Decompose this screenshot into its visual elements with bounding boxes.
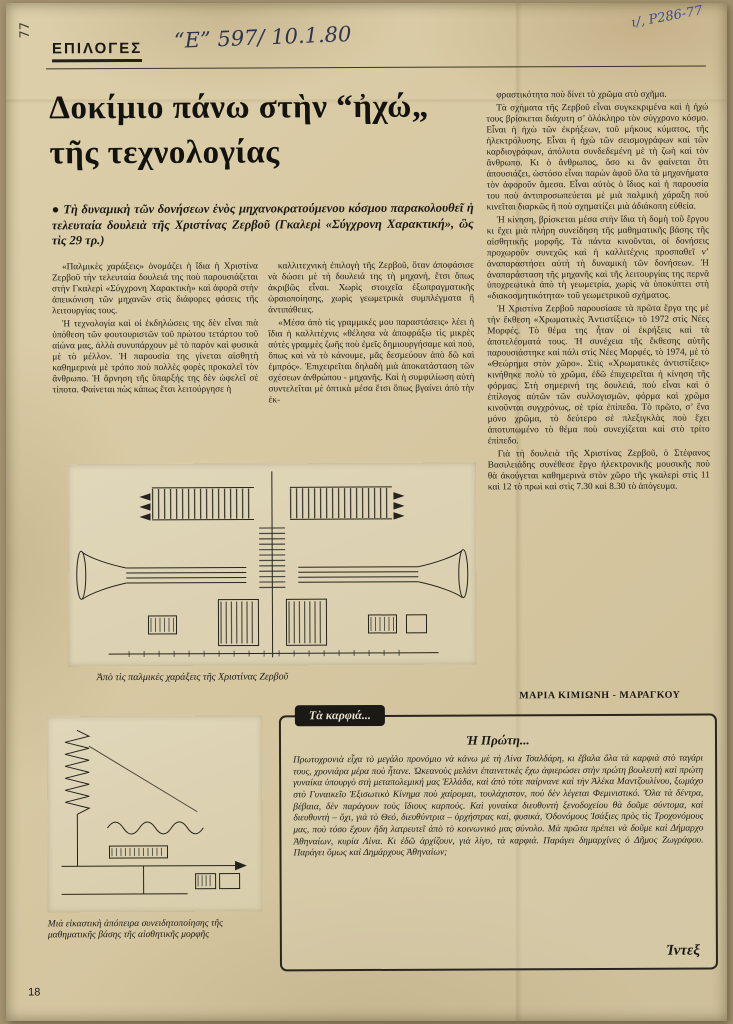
paragraph: Τὰ σχήματα τῆς Ζερβοῦ εἶναι συγκεκριμένα καὶ ἡ ἠχώ τους βρίσκεται διάχυτη σ’ ὁλόκληρο τὸν σύγχρονο κόσμο. Εἶναι ἡ ἠχὼ τῶν ἐκρήξεων, τοῦ μήκους κύματος, τῆς ἠλεκτρόλυσης. Εἶναι ἡ ἠχὼ τῶν σεισμογράφων καὶ τῶν καρδιογράφων, ἀπόλυτα συνδεδεμένη μὲ τὴ ζωὴ καὶ τὸν ἄνθρωπο. Κι ὁ ἄνθρωπος, ὅσο κι ἂν φαίνεται ὅτι ἀπουσιάζει, ὡστόσο εἶναι παρὼν ἀφοῦ ὅλα τὰ μηχανήματα τὸν ἀφοροῦν ἄμεσα. Εἶναι αὐτὸς ὁ ἴδιος καὶ ἡ παρουσία του ποὺ ἀντιπροσωπεύεται μὲ μιὰ παλμικὴ χάραξη ποὺ κινεῖται διαρκῶς ἢ ποὺ σχηματίζει μιὰ ἀδιάκοπη εὐθεία. [486, 102, 709, 213]
page-number: 18 [28, 986, 41, 999]
paragraph: Ἡ κίνηση, βρίσκεται μέσα στὴν ἴδια τὴ δομὴ τοῦ ἔργου κι ἔχει μιὰ πλήρη συνείδηση τῆς μαθηματικῆς βάσης τῆς αἰσθητικῆς μορφῆς. Τὰ πάντα κινοῦνται, οἱ δονήσεις προχωροῦν συνεχῶς καὶ ἡ καλλιτέχνις προσπαθεῖ ν’ ἀναπαραστήσει αὐτὴ τὴ δυναμικὴ τῶν δονήσεων. Ἡ ἀναπαράσταση τῆς μηχανῆς καὶ τῆς λειτουργίας της περνᾶ ὑποχρεωτικὰ ἀπὸ τὴ γεωμετρία, χωρὶς νὰ ὑποκύπτει στὴ «διακοσμητικότητα» τοῦ γεωμετρικοῦ σχήματος. [486, 214, 710, 302]
article-byline: ΜΑΡΙΑ ΚΙΜΙΩΝΗ - ΜΑΡΑΓΚΟΥ [519, 689, 681, 702]
karfia-body-text: Πρωτοχρονιὰ εἶχα τὸ μεγάλο προνόμιο νὰ κάνω μὲ τὴ Λίνα Τσαλδάρη, κι ἔβαλα ὅλα τὰ καρφιὰ στὸ ταγάρι τους, χρονιάρα μέρα ποὺ ἦτανε. Ὠκεανοὺς μελάνι ἐπαινετικὲς ἔχω ἀφιερώσει στὴν πρώτη βουλευτὴ καὶ πρώτη γυναίκα ὑπουργὸ στὴ μεταπολεμική μας Ἑλλάδα, καὶ ἀπὸ τότε παίρνανε καὶ τὴν Ἀλέκα Μαντζουλίνου, ξωμάχο στὸ Γυναικεῖο Ἐξισωτικὸ Κίνημα ποὺ χαίρομαι, τουλάχιστον, ποὺ δὲν λέγεται Φεμινιστικό. Ὅλα τὰ δέντρα, βέβαια, δὲν παράγουν τοὺς ἴδιους καρπούς. Καὶ γυναίκα διευθυντὴ ξενοδοχείου θὰ δοῦμε σύντομα, καὶ διευθυντὴ – ὄχι, γιὰ τὸ Θεό, διευθύντρια – ὀρχήστρας καί, φυσικά, Ὁδονόμους Ἰσάξιες πρὸς τὶς Τροχονόμους μας, ποὺ τόσο ἔχουν ἤδη λατρευτεῖ ἀπὸ τὸ κοινωνικό μας σύνολο. Μὰ πρῶτα πρέπει νὰ δοῦμε καὶ Δήμαρχο Ἀθηναίων, κυρία Λίνα. Κι ἐδῶ ἀρχίζουν, γιὰ λίγο, τὰ καρφιά. Παράγει δημαρχίνες ὁ Δῆμος Ζωγράφου. Παράγει ὅμως καὶ Δημάρχους Ἀθηναίων; [293, 753, 704, 859]
article-column-1 [52, 261, 259, 462]
figure-pulse-etching-small [47, 715, 263, 912]
karfia-signature: Ἰντεξ [666, 942, 700, 959]
handwritten-ref-note: ι/, Ρ286-77 [629, 3, 704, 31]
paragraph: Ἡ Χριστίνα Ζερβοῦ παρουσίασε τὰ πρῶτα ἔργα της μὲ τὴν ἔκθεση «Χρωματικὲς Ἀντιστίξεις» τὸ 1972 στὶς Νέες Μορφές. Τὸ θέμα της ἦταν οἱ ἐκρήξεις καὶ τὰ ἀποτελέσματά τους. Ἡ συνέχεια τῆς ἔκθεσης αὐτῆς παρουσιάστηκε καὶ πάλι στὶς Νέες Μορφές, τὸ 1974, μὲ τὸ «Θεώρημα στὸν χῶρο». Στὶς «Χρωματικὲς ἀντιστίξεις» κινήθηκε πολὺ τὸ χρῶμα, ἐδῶ ἐπιχειρεῖται ἡ κίνηση τῆς φόρμας. Στὴ σημερινή της δουλειά, ποὺ εἶναι καὶ ὁ ἐπίλογος αὐτῶν τῶν συλλογισμῶν, φόρμα καὶ χρῶμα κινοῦνται συγχρόνως, σὲ τρία ἐπίπεδα. Τὸ πρῶτο, σ’ ἕνα μόνο χρῶμα, τὸ δεύτερο σὲ πλεξιγκλὰς ποὺ ἔχει ἀποτυπωμένο τὸ θέμα ποὺ συνεχίζεται καὶ στὸ τρίτο ἐπίπεδο. [487, 303, 710, 447]
figure-caption-small: Μιὰ εἰκαστικὴ ἀπόπειρα συνειδητοποίησης τῆς μαθηματικῆς βάσης τῆς αἰσθητικῆς μορφῆς [47, 918, 223, 941]
pulse-etching-illustration [68, 463, 477, 667]
handwritten-issue-note: “Ε” 597/ 10.1.80 [173, 21, 352, 53]
paragraph: Γιὰ τὴ δουλειὰ τῆς Χριστίνας Ζερβοῦ, ὁ Στέφανος Βασιλειάδης συνέθεσε ἔργο ἠλεκτρονικῆς μουσικῆς ποὺ θὰ ἀκούγεται καθημερινὰ στὸν χῶρο τῆς γκαλερὶ στὶς 11 καὶ 12 τὸ πρωὶ καὶ στὶς 7.30 καὶ 8.30 τὸ ἀπόγευμα. [487, 448, 710, 493]
article-column-3 [486, 90, 711, 703]
scanned-clipping-page [6, 3, 727, 1021]
header-divider [46, 66, 706, 70]
karfia-heading: Ἡ Πρώτη... [466, 732, 530, 748]
article-title-line2: τῆς τεχνολογίας [49, 133, 280, 171]
paragraph: καλλιτεχνικὴ ἐπιλογὴ τῆς Ζερβοῦ, ὅταν ἀποφάσισε νὰ δώσει μὲ τὴ δουλειά της τὴ μηχανή, ἔτσι ὅπως ἀκριβῶς εἶναι. Χωρὶς στοιχεῖα ἐξωπραγματικῆς ὡραιοποίησης, χωρὶς γεωμετρικὰ συμπλέγματα ἢ ἀντιπάθειες. [267, 260, 475, 316]
article-column-2 [268, 261, 475, 462]
paragraph: «Παλμικὲς χαράξεις» ὀνομάζει ἡ ἴδια ἡ Χριστίνα Ζερβοῦ τὴν τελευταία δουλειά της ποὺ παρουσιάζεται στὴν Γκαλερὶ «Σύγχρονη Χαρακτικὴ» καὶ ἀφορᾶ στὴν ἀπεικόνιση τῶν μηχανῶν στὶς διάφορες φάσεις τῆς λειτουργίας τους. [51, 261, 259, 317]
article-title [49, 84, 484, 175]
masthead-title: ΕΠΙΛΟΓΕΣ [52, 40, 142, 62]
spring-etching-illustration [47, 715, 263, 912]
paragraph: «Μέσα ἀπὸ τὶς γραμμικές μου παραστάσεις» λέει ἡ ἴδια ἡ καλλιτέχνις «θέλησα νὰ ἀποφράξω τὶς μικρὲς αὐτὲς γραμμὲς ζωῆς ποὺ ἐμεῖς δημιουργήσαμε καὶ πού, ὅπως καὶ νὰ τὸ κάνουμε, μᾶς δεσμεύουν ἀπὸ δῶ καὶ ἐμπρός». Ἐπιχειρεῖται δηλαδὴ μιὰ ἀποκατάσταση τῶν σχέσεων ἀνθρώπου - μηχανῆς. Καὶ ἡ συμφιλίωση αὐτὴ συντελεῖται μὲ ὀπτικὰ μέσα ἔτσι ὅπως βγαίνει ἀπὸ τὴν ἐκ- [268, 317, 475, 406]
paragraph: Ἡ τεχνολογία καὶ οἱ ἐκδηλώσεις της δὲν εἶναι πιὰ ὑπόθεση τῶν φουτουριστῶν τοῦ πρώτου τετάρτου τοῦ αἰώνα μας, ἀλλὰ συνυπάρχουν μὲ τὸ παρὸν καὶ φυσικὰ μὲ τὸ μέλλον. Ἡ παρουσία της γίνεται αἰσθητὴ καθημερινὰ μὲ τρόπο ποὺ πολλὲς φορὲς προκαλεῖ τὸν ἄνθρωπο. Ἡ ἄρνηση τῆς ὕπαρξής της δὲν ὠφελεῖ σὲ τίποτα. Φαίνεται πὼς κάπως ἔτσι λειτούργησε ἡ [52, 318, 259, 396]
article-title-line1: Δοκίμιο πάνω στὴν “ἠχώ„ [49, 88, 429, 127]
handwritten-corner-number: 77 [17, 21, 33, 39]
article-lead: ● Τὴ δυναμικὴ τῶν δονήσεων ἑνὸς μηχανοκρατούμενου κόσμου παρακολουθεῖ ἡ τελευταία δουλειὰ τῆς Χριστίνας Ζερβοῦ (Γκαλερὶ «Σύγχρονη Χαρακτική», ὣς τὶς 29 τρ.) [51, 200, 474, 248]
karfia-tab-label: Τὰ καρφιά... [295, 705, 385, 726]
paragraph: φραστικότητα ποὺ δίνει τὸ χρῶμα στὸ σχῆμα. [496, 89, 667, 101]
karfia-column-box [279, 707, 718, 971]
figure-caption-main: Ἀπὸ τὶς παλμικὲς χαράξεις τῆς Χριστίνας Ζερβοῦ [96, 671, 289, 684]
figure-pulse-etching-main [68, 463, 477, 667]
clipping-content [4, 1, 729, 1022]
